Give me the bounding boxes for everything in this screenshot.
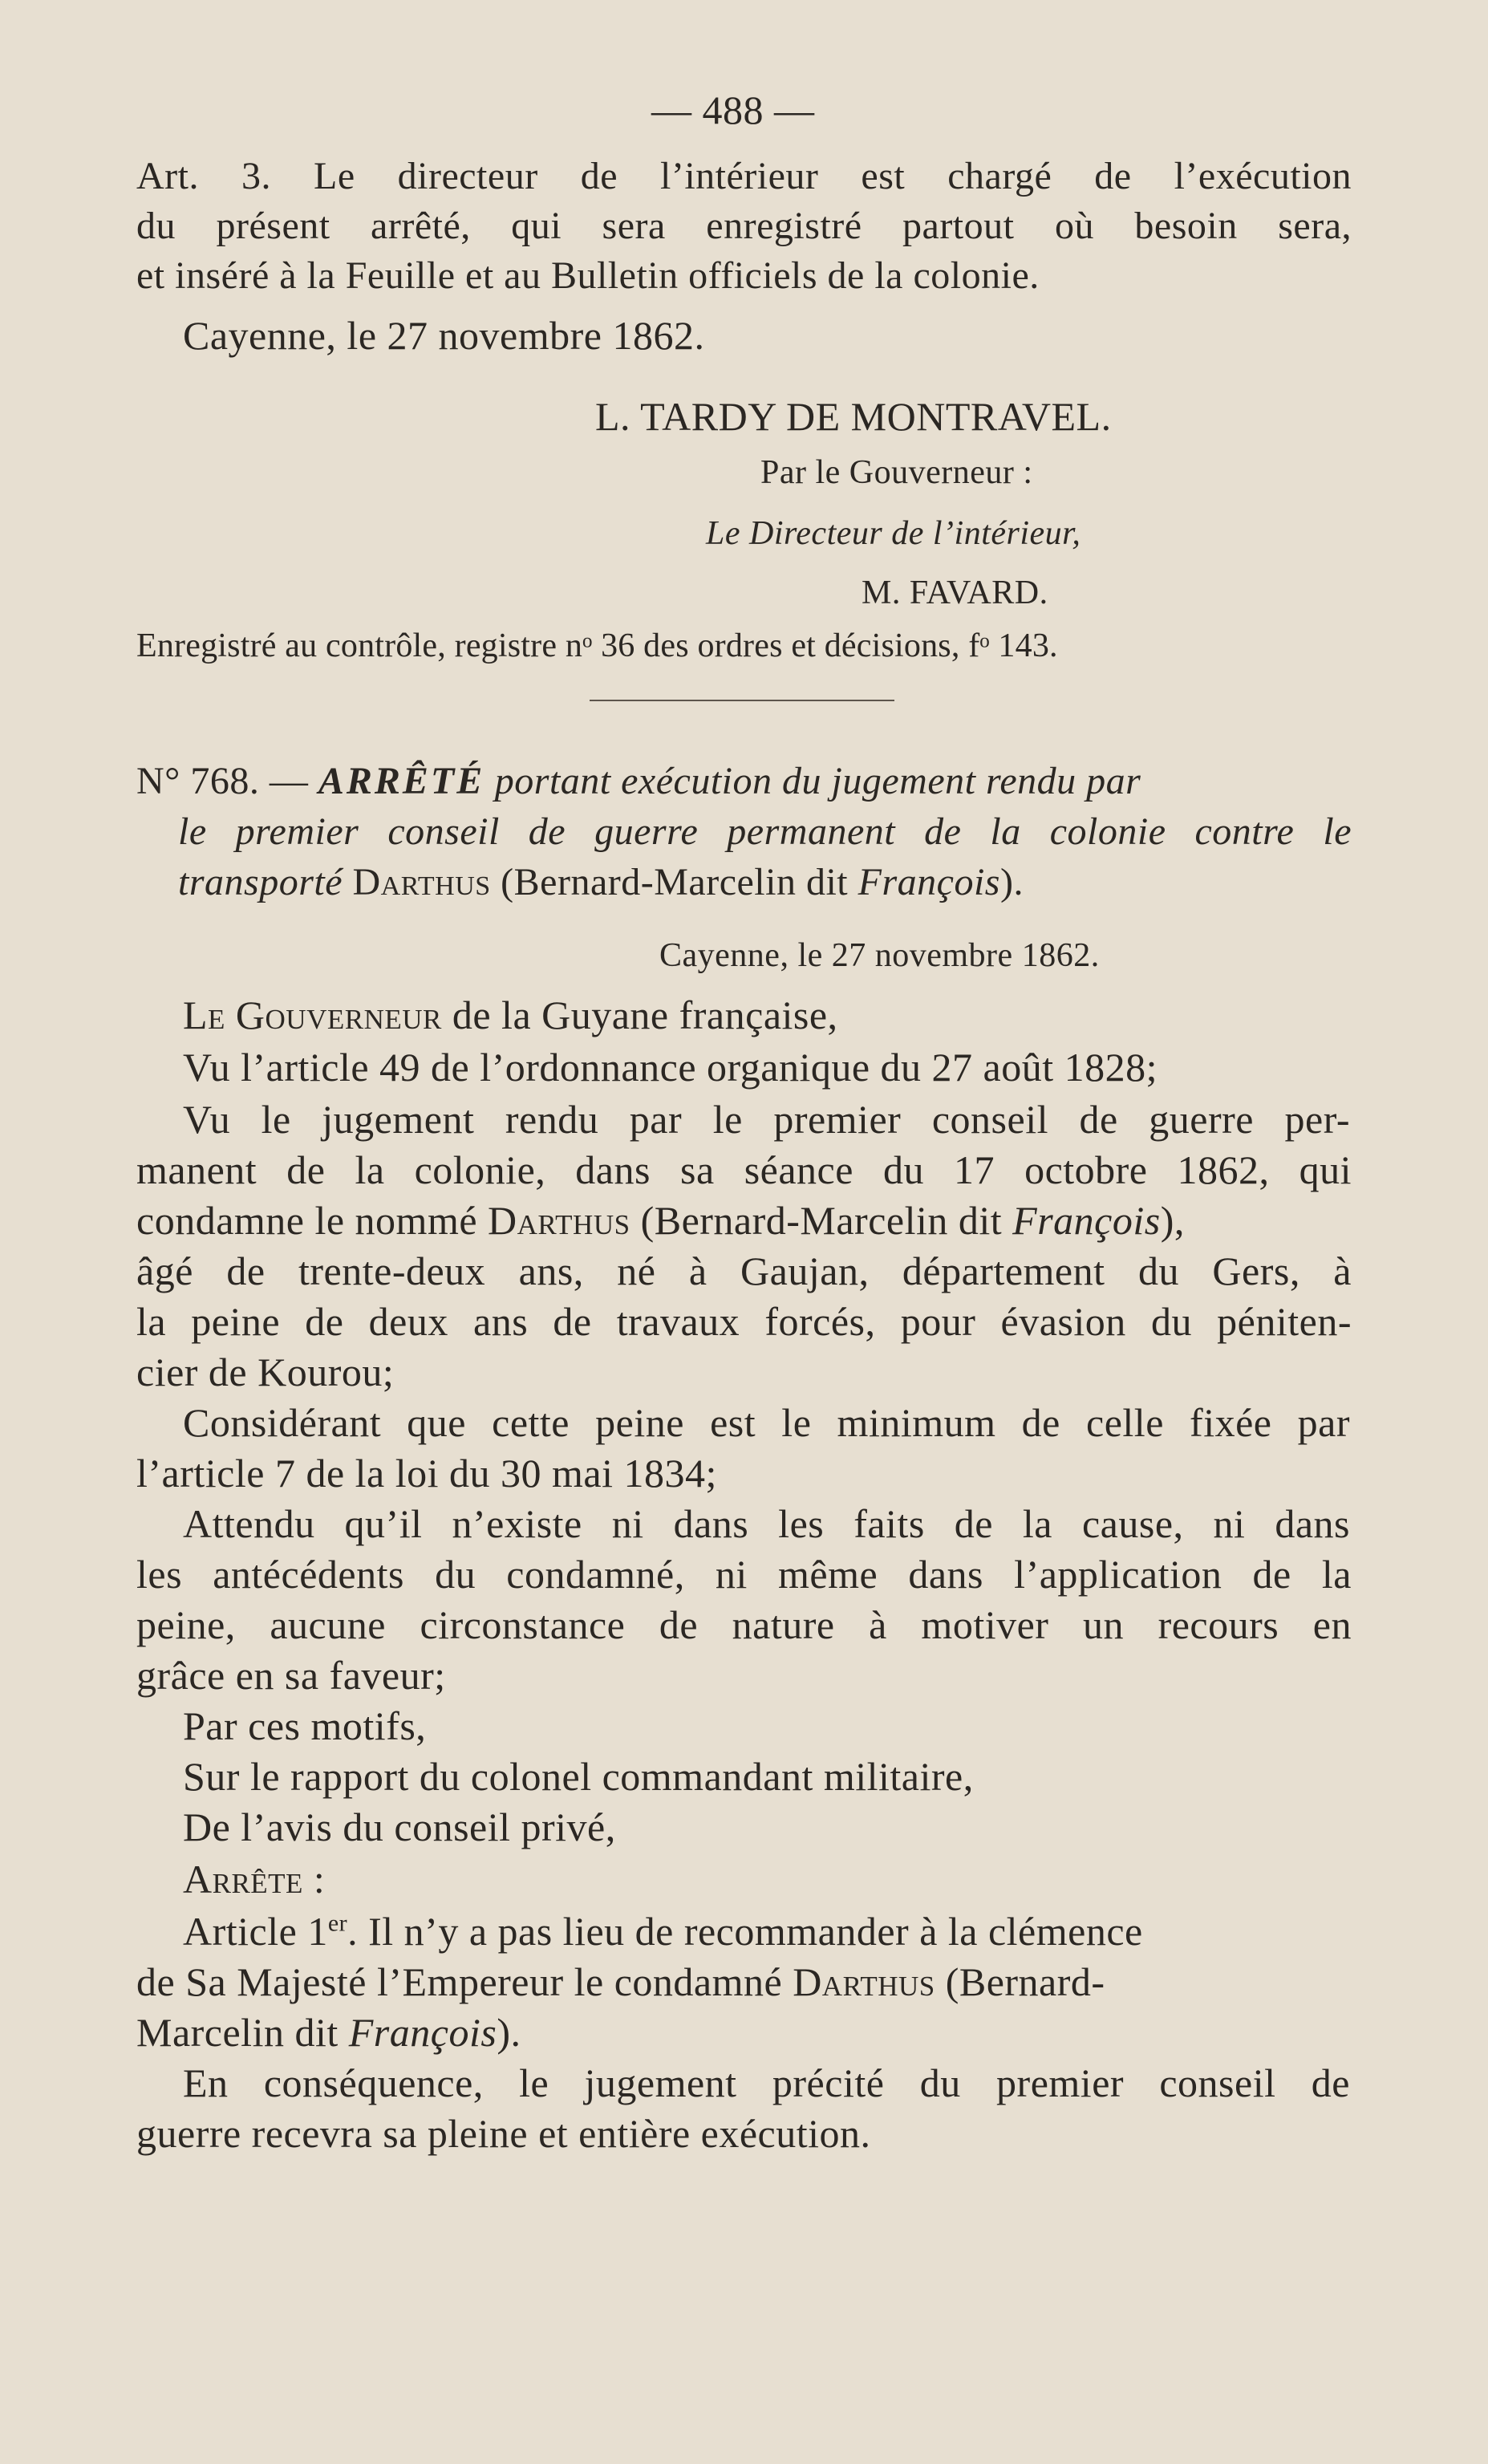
- par-le-gouverneur: Par le Gouverneur :: [760, 454, 1033, 491]
- text-line: âgé de trente-deux ans, né à Gaujan, département du Gers, à: [136, 1248, 1352, 1293]
- text-line: [136, 2010, 521, 2055]
- decree-title-word: transporté: [178, 861, 343, 903]
- signatory: L. TARDY DE MONTRAVEL.: [595, 394, 1112, 439]
- text-fragment: ).: [497, 2010, 521, 2055]
- text-fragment: de la Guyane française,: [452, 993, 838, 1037]
- text-fragment: . Il n’y a pas lieu de recommander à la clémence: [347, 1909, 1143, 1954]
- text-fragment: Article 1: [183, 1909, 328, 1954]
- arrete-heading: Arrête :: [183, 1857, 326, 1902]
- section-divider: [590, 700, 894, 701]
- text-line: Art. 3. Le directeur de l’intérieur est chargé de l’exécution: [136, 155, 1352, 197]
- text-line: cier de Kourou;: [136, 1350, 395, 1394]
- text-line: Considérant que cette peine est le minimum de celle fixée par: [183, 1400, 1350, 1445]
- text-line: du présent arrêté, qui sera enregistré partout où besoin sera,: [136, 205, 1352, 247]
- gouverneur-caps: Le Gouverneur: [183, 993, 442, 1037]
- text-line: et inséré à la Feuille et au Bulletin officiels de la colonie.: [136, 254, 1040, 297]
- text-line: [183, 995, 838, 1035]
- registration-note: Enregistré au contrôle, registre nᵒ 36 des ordres et décisions, fᵒ 143.: [136, 627, 1058, 664]
- condemned-name: Darthus: [352, 861, 491, 903]
- director-title: Le Directeur de l’intérieur,: [706, 515, 1081, 552]
- decree-title-word: ).: [999, 861, 1024, 903]
- text-line: Vu l’article 49 de l’ordonnance organique du 27 août 1828;: [183, 1045, 1158, 1090]
- text-line: manent de la colonie, dans sa séance du 17 octobre 1862, qui: [136, 1147, 1352, 1192]
- text-fragment: (Bernard-Marcelin dit: [640, 1198, 1003, 1243]
- dateline: Cayenne, le 27 novembre 1862.: [659, 937, 1100, 974]
- text-line: Par ces motifs,: [183, 1703, 427, 1748]
- superscript: er: [327, 1910, 348, 1937]
- text-line: peine, aucune circonstance de nature à motiver un recours en: [136, 1602, 1352, 1647]
- decree-number: N° 768. —: [136, 760, 309, 802]
- text-fragment: condamne le nommé: [136, 1198, 478, 1243]
- condemned-name: Darthus: [793, 1959, 935, 2004]
- text-fragment: ),: [1160, 1198, 1185, 1243]
- text-line: [183, 1909, 1143, 1954]
- decree-title-line: [178, 863, 1024, 902]
- decree-title-line: [136, 762, 1141, 801]
- decree-title-rest: portant exécution du jugement rendu par: [494, 760, 1141, 802]
- decree-word: ARRÊTÉ: [318, 760, 485, 802]
- text-line: Sur le rapport du colonel commandant militaire,: [183, 1754, 974, 1799]
- decree-title-line: le premier conseil de guerre permanent de la colonie contre le: [178, 810, 1352, 853]
- text-line: l’article 7 de la loi du 30 mai 1834;: [136, 1451, 717, 1496]
- alias: François: [858, 861, 1000, 903]
- place-date: Cayenne, le 27 novembre 1862.: [183, 313, 705, 358]
- page-number: — 488 —: [651, 87, 815, 132]
- condemned-name: Darthus: [488, 1198, 630, 1243]
- text-line: Attendu qu’il n’existe ni dans les faits de la cause, ni dans: [183, 1501, 1350, 1546]
- text-line: la peine de deux ans de travaux forcés, pour évasion du péniten-: [136, 1299, 1352, 1344]
- director-name: M. FAVARD.: [862, 574, 1048, 611]
- text-fragment: de Sa Majesté l’Empereur le condamné: [136, 1959, 783, 2004]
- text-line: [136, 1198, 1185, 1243]
- decree-title-word: (Bernard-Marcelin dit: [501, 861, 849, 903]
- text-line: guerre recevra sa pleine et entière exécution.: [136, 2111, 871, 2156]
- text-line: [136, 1959, 1105, 2004]
- text-line: les antécédents du condamné, ni même dans l’application de la: [136, 1552, 1352, 1597]
- alias: François: [348, 2010, 497, 2055]
- text-line: Vu le jugement rendu par le premier conseil de guerre per-: [183, 1097, 1350, 1142]
- text-fragment: Marcelin dit: [136, 2010, 339, 2055]
- alias: François: [1012, 1198, 1161, 1243]
- text-line: En conséquence, le jugement précité du premier conseil de: [183, 2060, 1350, 2105]
- text-fragment: (Bernard-: [945, 1959, 1105, 2004]
- text-line: grâce en sa faveur;: [136, 1653, 446, 1698]
- text-line: De l’avis du conseil privé,: [183, 1804, 616, 1849]
